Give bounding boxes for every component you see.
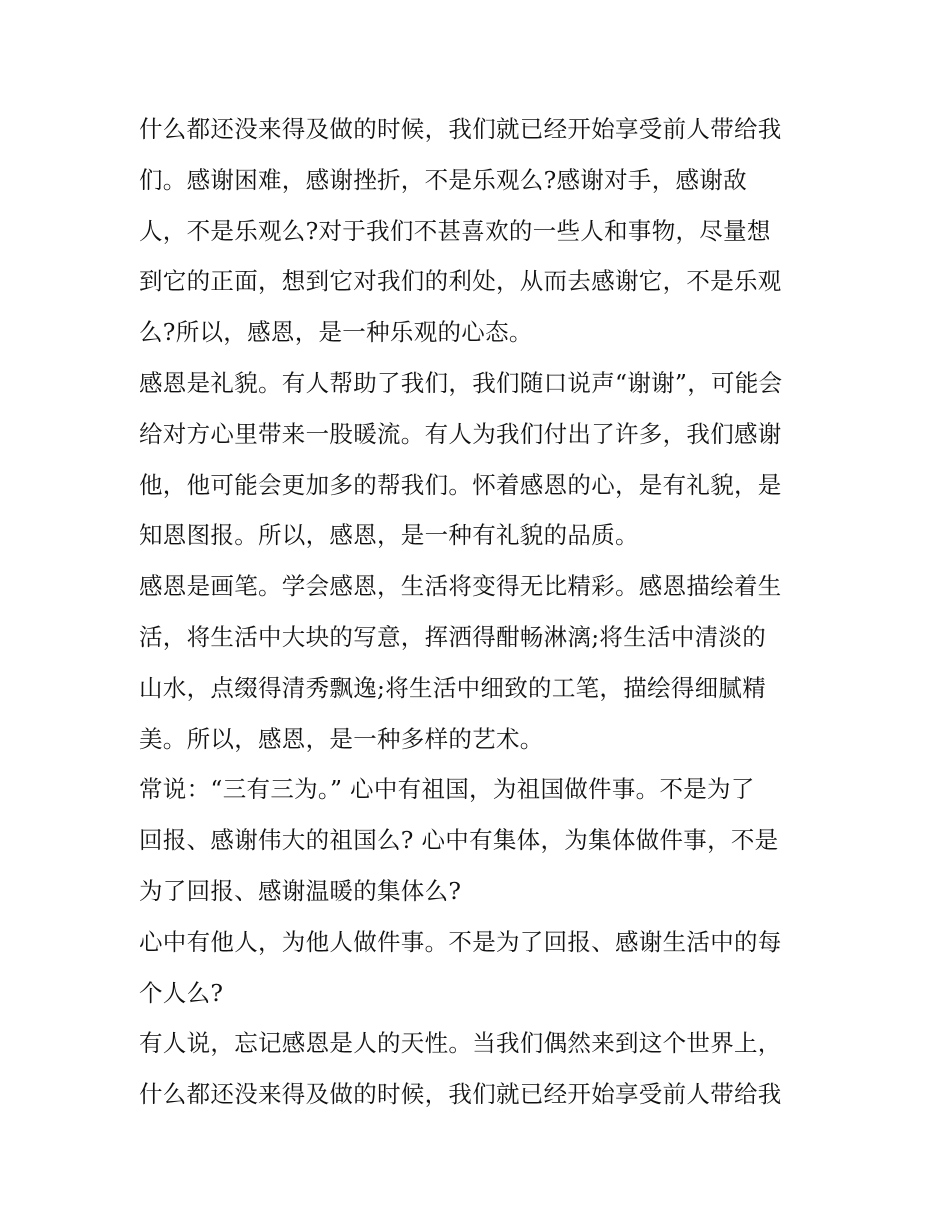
text-line: 他，他可能会更加多的帮我们。怀着感恩的心，是有礼貌，是 bbox=[139, 470, 782, 499]
text-line: 个人么? bbox=[139, 978, 224, 1007]
text-line: 美。所以，感恩，是一种多样的艺术。 bbox=[139, 724, 544, 753]
text-line: 活，将生活中大块的写意，挥洒得酣畅淋漓;将生活中清淡的 bbox=[139, 622, 767, 651]
text-line: 什么都还没来得及做的时候，我们就已经开始享受前人带给我 bbox=[139, 1080, 782, 1109]
text-line: 到它的正面，想到它对我们的利处，从而去感谢它，不是乐观 bbox=[139, 267, 782, 296]
text-line: 们。感谢困难，感谢挫折，不是乐观么?感谢对手，感谢敌 bbox=[139, 165, 747, 194]
text-line: 有人说，忘记感恩是人的天性。当我们偶然来到这个世界上， bbox=[139, 1029, 782, 1058]
body-text bbox=[139, 104, 839, 1120]
text-line: 人，不是乐观么?对于我们不甚喜欢的一些人和事物，尽量想 bbox=[139, 216, 771, 245]
text-line: 回报、感谢伟大的祖国么? 心中有集体，为集体做件事，不是 bbox=[139, 826, 779, 855]
text-line: 什么都还没来得及做的时候，我们就已经开始享受前人带给我 bbox=[139, 115, 782, 143]
text-line: 为了回报、感谢温暖的集体么? bbox=[139, 876, 462, 905]
text-line: 给对方心里带来一股暖流。有人为我们付出了许多，我们感谢 bbox=[139, 419, 782, 448]
text-line: 知恩图报。所以，感恩，是一种有礼貌的品质。 bbox=[139, 521, 639, 550]
text-line: 感恩是礼貌。有人帮助了我们，我们随口说声“谢谢”，可能会 bbox=[139, 368, 783, 397]
text-line: 常说：“三有三为。” 心中有祖国，为祖国做件事。不是为了 bbox=[139, 775, 755, 804]
text-line: 心中有他人，为他人做件事。不是为了回报、感谢生活中的每 bbox=[139, 927, 782, 956]
text-line: 感恩是画笔。学会感恩，生活将变得无比精彩。感恩描绘着生 bbox=[139, 572, 782, 601]
text-line: 么?所以，感恩，是一种乐观的心态。 bbox=[139, 318, 533, 347]
text-line: 山水，点缀得清秀飘逸;将生活中细致的工笔，描绘得细腻精 bbox=[139, 673, 767, 702]
